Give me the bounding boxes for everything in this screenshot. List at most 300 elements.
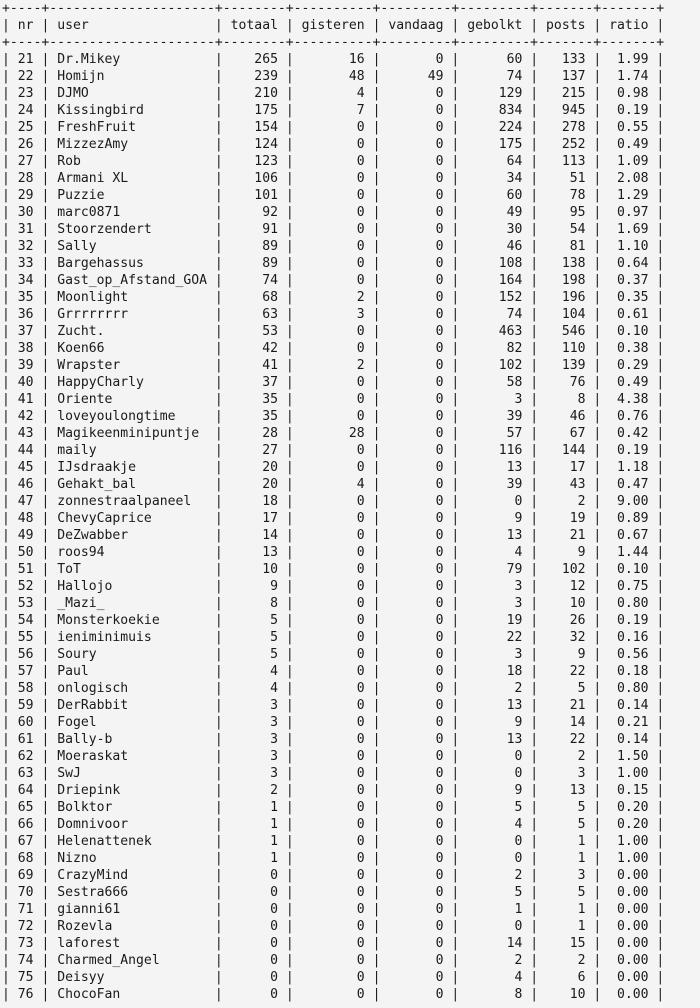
cell-vandaag: 0	[388, 103, 444, 118]
cell-user: Homijn	[57, 69, 207, 84]
cell-vandaag: 0	[388, 715, 444, 730]
cell-ratio: 0.00	[609, 868, 649, 883]
cell-user: marc0871	[57, 205, 207, 220]
cell-gisteren: 0	[301, 137, 365, 152]
cell-user: ChocoFan	[57, 987, 207, 1002]
cell-posts: 1	[546, 834, 586, 849]
cell-gisteren: 0	[301, 885, 365, 900]
cell-ratio: 0.16	[609, 630, 649, 645]
table-row: | 27 | Rob | 123 | 0 | 0 | 64 | 113 | 1.09 |	[2, 154, 665, 169]
cell-gebolkt: 0	[467, 766, 523, 781]
cell-gebolkt: 834	[467, 103, 523, 118]
table-row: | 47 | zonnestraalpaneel | 18 | 0 | 0 | 0 | 2 | 9.00 |	[2, 494, 665, 509]
cell-user: DeZwabber	[57, 528, 207, 543]
cell-gebolkt: 3	[467, 579, 523, 594]
cell-ratio: 0.20	[609, 800, 649, 815]
cell-totaal: 17	[230, 511, 278, 526]
table-row: | 55 | ieniminimuis | 5 | 0 | 0 | 22 | 32 | 0.16 |	[2, 630, 665, 645]
cell-vandaag: 0	[388, 460, 444, 475]
cell-gebolkt: 463	[467, 324, 523, 339]
cell-ratio: 0.10	[609, 562, 649, 577]
cell-gisteren: 0	[301, 698, 365, 713]
cell-gisteren: 0	[301, 868, 365, 883]
cell-gisteren: 0	[301, 341, 365, 356]
cell-posts: 137	[546, 69, 586, 84]
cell-nr: 67	[17, 834, 34, 849]
cell-gisteren: 4	[301, 86, 365, 101]
table-row: | 66 | Domnivoor | 1 | 0 | 0 | 4 | 5 | 0.20 |	[2, 817, 665, 832]
cell-gisteren: 0	[301, 375, 365, 390]
cell-vandaag: 0	[388, 562, 444, 577]
table-row: | 41 | Oriente | 35 | 0 | 0 | 3 | 8 | 4.38 |	[2, 392, 665, 407]
cell-ratio: 0.19	[609, 443, 649, 458]
cell-nr: 52	[17, 579, 34, 594]
cell-ratio: 0.18	[609, 664, 649, 679]
cell-gebolkt: 9	[467, 783, 523, 798]
cell-posts: 19	[546, 511, 586, 526]
cell-gisteren: 0	[301, 749, 365, 764]
cell-gebolkt: 39	[467, 477, 523, 492]
cell-gebolkt: 79	[467, 562, 523, 577]
column-header-nr: nr	[17, 18, 34, 33]
cell-ratio: 0.00	[609, 987, 649, 1002]
cell-user: Bargehassus	[57, 256, 207, 271]
table-row: | 36 | Grrrrrrrr | 63 | 3 | 0 | 74 | 104 | 0.61 |	[2, 307, 665, 322]
table-row: | 65 | Bolktor | 1 | 0 | 0 | 5 | 5 | 0.20 |	[2, 800, 665, 815]
cell-gebolkt: 0	[467, 834, 523, 849]
cell-gisteren: 0	[301, 188, 365, 203]
cell-ratio: 1.29	[609, 188, 649, 203]
cell-totaal: 9	[230, 579, 278, 594]
cell-user: Rob	[57, 154, 207, 169]
cell-nr: 39	[17, 358, 34, 373]
cell-totaal: 89	[230, 239, 278, 254]
cell-user: MizzezAmy	[57, 137, 207, 152]
table-row: | 74 | Charmed_Angel | 0 | 0 | 0 | 2 | 2 | 0.00 |	[2, 953, 665, 968]
cell-totaal: 124	[230, 137, 278, 152]
cell-posts: 278	[546, 120, 586, 135]
cell-posts: 5	[546, 681, 586, 696]
cell-posts: 138	[546, 256, 586, 271]
cell-gisteren: 0	[301, 987, 365, 1002]
cell-gebolkt: 13	[467, 460, 523, 475]
cell-user: Paul	[57, 664, 207, 679]
cell-gisteren: 0	[301, 256, 365, 271]
cell-totaal: 10	[230, 562, 278, 577]
cell-gisteren: 2	[301, 358, 365, 373]
cell-user: Monsterkoekie	[57, 613, 207, 628]
cell-posts: 104	[546, 307, 586, 322]
cell-posts: 5	[546, 800, 586, 815]
cell-totaal: 0	[230, 919, 278, 934]
cell-nr: 26	[17, 137, 34, 152]
cell-user: onlogisch	[57, 681, 207, 696]
cell-gisteren: 0	[301, 528, 365, 543]
cell-posts: 17	[546, 460, 586, 475]
cell-vandaag: 0	[388, 86, 444, 101]
cell-nr: 69	[17, 868, 34, 883]
cell-posts: 14	[546, 715, 586, 730]
cell-nr: 38	[17, 341, 34, 356]
cell-nr: 25	[17, 120, 34, 135]
cell-vandaag: 0	[388, 120, 444, 135]
cell-gebolkt: 13	[467, 528, 523, 543]
cell-totaal: 3	[230, 749, 278, 764]
cell-totaal: 0	[230, 953, 278, 968]
cell-ratio: 0.37	[609, 273, 649, 288]
cell-gisteren: 0	[301, 715, 365, 730]
cell-user: CrazyMind	[57, 868, 207, 883]
cell-vandaag: 0	[388, 511, 444, 526]
cell-totaal: 4	[230, 664, 278, 679]
cell-gisteren: 0	[301, 902, 365, 917]
cell-nr: 29	[17, 188, 34, 203]
cell-posts: 26	[546, 613, 586, 628]
cell-posts: 8	[546, 392, 586, 407]
cell-nr: 45	[17, 460, 34, 475]
cell-gisteren: 0	[301, 205, 365, 220]
cell-gebolkt: 175	[467, 137, 523, 152]
cell-nr: 41	[17, 392, 34, 407]
table-row: | 48 | ChevyCaprice | 17 | 0 | 0 | 9 | 19 | 0.89 |	[2, 511, 665, 526]
cell-user: ieniminimuis	[57, 630, 207, 645]
cell-user: Sestra666	[57, 885, 207, 900]
cell-vandaag: 0	[388, 987, 444, 1002]
cell-vandaag: 0	[388, 239, 444, 254]
cell-vandaag: 0	[388, 834, 444, 849]
cell-totaal: 239	[230, 69, 278, 84]
cell-posts: 5	[546, 817, 586, 832]
cell-gebolkt: 13	[467, 698, 523, 713]
cell-user: Soury	[57, 647, 207, 662]
cell-gebolkt: 14	[467, 936, 523, 951]
cell-posts: 81	[546, 239, 586, 254]
cell-gebolkt: 102	[467, 358, 523, 373]
cell-gebolkt: 0	[467, 494, 523, 509]
cell-user: _Mazi_	[57, 596, 207, 611]
cell-vandaag: 0	[388, 154, 444, 169]
cell-nr: 65	[17, 800, 34, 815]
cell-gebolkt: 5	[467, 800, 523, 815]
cell-posts: 2	[546, 749, 586, 764]
cell-nr: 60	[17, 715, 34, 730]
cell-gebolkt: 18	[467, 664, 523, 679]
cell-gebolkt: 34	[467, 171, 523, 186]
cell-nr: 72	[17, 919, 34, 934]
table-top-border: +----+---------------------+--------+----------+---------+---------+-------+-------+	[2, 1, 665, 16]
cell-posts: 3	[546, 766, 586, 781]
cell-vandaag: 0	[388, 936, 444, 951]
cell-vandaag: 0	[388, 630, 444, 645]
cell-vandaag: 0	[388, 477, 444, 492]
table-row: | 75 | Deisyy | 0 | 0 | 0 | 4 | 6 | 0.00 |	[2, 970, 665, 985]
cell-nr: 24	[17, 103, 34, 118]
cell-user: zonnestraalpaneel	[57, 494, 207, 509]
table-row: | 70 | Sestra666 | 0 | 0 | 0 | 5 | 5 | 0.00 |	[2, 885, 665, 900]
cell-posts: 10	[546, 596, 586, 611]
table-row: | 54 | Monsterkoekie | 5 | 0 | 0 | 19 | 26 | 0.19 |	[2, 613, 665, 628]
cell-gisteren: 0	[301, 562, 365, 577]
cell-gisteren: 0	[301, 613, 365, 628]
cell-gebolkt: 152	[467, 290, 523, 305]
cell-totaal: 0	[230, 868, 278, 883]
cell-vandaag: 0	[388, 52, 444, 67]
cell-nr: 70	[17, 885, 34, 900]
cell-ratio: 0.97	[609, 205, 649, 220]
cell-user: Koen66	[57, 341, 207, 356]
cell-totaal: 0	[230, 902, 278, 917]
cell-totaal: 20	[230, 460, 278, 475]
cell-gisteren: 0	[301, 222, 365, 237]
cell-posts: 78	[546, 188, 586, 203]
table-row: | 67 | Helenattenek | 1 | 0 | 0 | 0 | 1 | 1.00 |	[2, 834, 665, 849]
table-row: | 52 | Hallojo | 9 | 0 | 0 | 3 | 12 | 0.75 |	[2, 579, 665, 594]
cell-gisteren: 28	[301, 426, 365, 441]
cell-gebolkt: 129	[467, 86, 523, 101]
cell-gisteren: 0	[301, 511, 365, 526]
cell-user: Helenattenek	[57, 834, 207, 849]
cell-totaal: 1	[230, 851, 278, 866]
cell-user: Hallojo	[57, 579, 207, 594]
cell-vandaag: 0	[388, 222, 444, 237]
cell-gebolkt: 2	[467, 868, 523, 883]
cell-user: HappyCharly	[57, 375, 207, 390]
cell-posts: 110	[546, 341, 586, 356]
cell-nr: 66	[17, 817, 34, 832]
cell-gisteren: 0	[301, 970, 365, 985]
cell-nr: 43	[17, 426, 34, 441]
cell-ratio: 0.80	[609, 681, 649, 696]
cell-ratio: 0.49	[609, 137, 649, 152]
table-row: | 37 | Zucht. | 53 | 0 | 0 | 463 | 546 | 0.10 |	[2, 324, 665, 339]
cell-gisteren: 3	[301, 307, 365, 322]
cell-gebolkt: 2	[467, 953, 523, 968]
cell-vandaag: 0	[388, 273, 444, 288]
cell-user: SwJ	[57, 766, 207, 781]
table-row: | 51 | ToT | 10 | 0 | 0 | 79 | 102 | 0.10 |	[2, 562, 665, 577]
table-row: | 72 | Rozevla | 0 | 0 | 0 | 0 | 1 | 0.00 |	[2, 919, 665, 934]
table-row: | 33 | Bargehassus | 89 | 0 | 0 | 108 | 138 | 0.64 |	[2, 256, 665, 271]
cell-ratio: 9.00	[609, 494, 649, 509]
cell-gebolkt: 2	[467, 681, 523, 696]
cell-gebolkt: 9	[467, 715, 523, 730]
cell-nr: 58	[17, 681, 34, 696]
cell-totaal: 13	[230, 545, 278, 560]
cell-totaal: 106	[230, 171, 278, 186]
table-row: | 42 | loveyoulongtime | 35 | 0 | 0 | 39 | 46 | 0.76 |	[2, 409, 665, 424]
cell-ratio: 0.21	[609, 715, 649, 730]
cell-user: Zucht.	[57, 324, 207, 339]
cell-user: Fogel	[57, 715, 207, 730]
cell-user: Moeraskat	[57, 749, 207, 764]
cell-ratio: 1.10	[609, 239, 649, 254]
cell-vandaag: 0	[388, 970, 444, 985]
cell-posts: 13	[546, 783, 586, 798]
cell-posts: 1	[546, 919, 586, 934]
cell-nr: 47	[17, 494, 34, 509]
cell-gisteren: 0	[301, 919, 365, 934]
cell-posts: 5	[546, 885, 586, 900]
cell-totaal: 41	[230, 358, 278, 373]
cell-nr: 57	[17, 664, 34, 679]
cell-ratio: 0.49	[609, 375, 649, 390]
cell-gebolkt: 60	[467, 188, 523, 203]
cell-ratio: 1.09	[609, 154, 649, 169]
cell-user: ChevyCaprice	[57, 511, 207, 526]
cell-gisteren: 4	[301, 477, 365, 492]
column-header-gebolkt: gebolkt	[467, 18, 523, 33]
cell-posts: 15	[546, 936, 586, 951]
cell-gisteren: 0	[301, 460, 365, 475]
cell-gebolkt: 74	[467, 307, 523, 322]
cell-user: FreshFruit	[57, 120, 207, 135]
cell-totaal: 5	[230, 613, 278, 628]
cell-vandaag: 0	[388, 494, 444, 509]
cell-ratio: 0.29	[609, 358, 649, 373]
cell-gisteren: 0	[301, 851, 365, 866]
cell-vandaag: 0	[388, 443, 444, 458]
cell-gebolkt: 164	[467, 273, 523, 288]
cell-ratio: 1.69	[609, 222, 649, 237]
table-header-border: +----+---------------------+--------+----------+---------+---------+-------+-------+	[2, 35, 665, 50]
cell-ratio: 2.08	[609, 171, 649, 186]
cell-user: ToT	[57, 562, 207, 577]
cell-nr: 53	[17, 596, 34, 611]
cell-ratio: 0.00	[609, 953, 649, 968]
cell-user: Bally-b	[57, 732, 207, 747]
cell-gisteren: 0	[301, 664, 365, 679]
cell-nr: 61	[17, 732, 34, 747]
cell-posts: 133	[546, 52, 586, 67]
cell-gisteren: 0	[301, 817, 365, 832]
cell-gebolkt: 4	[467, 970, 523, 985]
table-row: | 64 | Driepink | 2 | 0 | 0 | 9 | 13 | 0.15 |	[2, 783, 665, 798]
cell-totaal: 1	[230, 800, 278, 815]
cell-gisteren: 0	[301, 800, 365, 815]
cell-gebolkt: 60	[467, 52, 523, 67]
cell-ratio: 0.35	[609, 290, 649, 305]
table-row: | 39 | Wrapster | 41 | 2 | 0 | 102 | 139 | 0.29 |	[2, 358, 665, 373]
cell-ratio: 0.00	[609, 885, 649, 900]
cell-gisteren: 0	[301, 392, 365, 407]
cell-gisteren: 0	[301, 732, 365, 747]
cell-totaal: 20	[230, 477, 278, 492]
cell-vandaag: 0	[388, 324, 444, 339]
cell-gisteren: 0	[301, 596, 365, 611]
cell-totaal: 101	[230, 188, 278, 203]
table-row: | 44 | maily | 27 | 0 | 0 | 116 | 144 | 0.19 |	[2, 443, 665, 458]
cell-ratio: 0.14	[609, 698, 649, 713]
cell-vandaag: 0	[388, 409, 444, 424]
cell-nr: 21	[17, 52, 34, 67]
cell-user: Dr.Mikey	[57, 52, 207, 67]
cell-user: DerRabbit	[57, 698, 207, 713]
cell-gebolkt: 5	[467, 885, 523, 900]
table-row: | 21 | Dr.Mikey | 265 | 16 | 0 | 60 | 133 | 1.99 |	[2, 52, 665, 67]
cell-posts: 2	[546, 953, 586, 968]
cell-vandaag: 0	[388, 681, 444, 696]
table-row: | 63 | SwJ | 3 | 0 | 0 | 0 | 3 | 1.00 |	[2, 766, 665, 781]
cell-gebolkt: 58	[467, 375, 523, 390]
cell-ratio: 1.44	[609, 545, 649, 560]
cell-user: maily	[57, 443, 207, 458]
table-row: | 24 | Kissingbird | 175 | 7 | 0 | 834 | 945 | 0.19 |	[2, 103, 665, 118]
cell-posts: 32	[546, 630, 586, 645]
cell-totaal: 35	[230, 392, 278, 407]
cell-nr: 22	[17, 69, 34, 84]
cell-posts: 215	[546, 86, 586, 101]
cell-vandaag: 0	[388, 426, 444, 441]
cell-posts: 144	[546, 443, 586, 458]
cell-vandaag: 0	[388, 171, 444, 186]
table-row: | 45 | IJsdraakje | 20 | 0 | 0 | 13 | 17 | 1.18 |	[2, 460, 665, 475]
cell-totaal: 27	[230, 443, 278, 458]
cell-nr: 44	[17, 443, 34, 458]
ascii-stats-table	[2, 0, 664, 1003]
cell-user: Moonlight	[57, 290, 207, 305]
cell-posts: 10	[546, 987, 586, 1002]
cell-posts: 196	[546, 290, 586, 305]
table-row: | 29 | Puzzie | 101 | 0 | 0 | 60 | 78 | 1.29 |	[2, 188, 665, 203]
cell-nr: 33	[17, 256, 34, 271]
cell-ratio: 0.80	[609, 596, 649, 611]
column-header-gisteren: gisteren	[301, 18, 365, 33]
cell-vandaag: 0	[388, 851, 444, 866]
cell-ratio: 1.00	[609, 834, 649, 849]
cell-gebolkt: 0	[467, 749, 523, 764]
cell-totaal: 2	[230, 783, 278, 798]
table-row: | 25 | FreshFruit | 154 | 0 | 0 | 224 | 278 | 0.55 |	[2, 120, 665, 135]
table-row: | 62 | Moeraskat | 3 | 0 | 0 | 0 | 2 | 1.50 |	[2, 749, 665, 764]
cell-vandaag: 0	[388, 902, 444, 917]
table-row: | 49 | DeZwabber | 14 | 0 | 0 | 13 | 21 | 0.67 |	[2, 528, 665, 543]
cell-user: IJsdraakje	[57, 460, 207, 475]
cell-nr: 64	[17, 783, 34, 798]
table-row: | 59 | DerRabbit | 3 | 0 | 0 | 13 | 21 | 0.14 |	[2, 698, 665, 713]
cell-vandaag: 0	[388, 953, 444, 968]
cell-totaal: 92	[230, 205, 278, 220]
cell-gebolkt: 3	[467, 392, 523, 407]
cell-user: Kissingbird	[57, 103, 207, 118]
cell-ratio: 0.64	[609, 256, 649, 271]
cell-gebolkt: 46	[467, 239, 523, 254]
table-row: | 30 | marc0871 | 92 | 0 | 0 | 49 | 95 | 0.97 |	[2, 205, 665, 220]
cell-vandaag: 0	[388, 137, 444, 152]
cell-user: Stoorzendert	[57, 222, 207, 237]
table-row: | 40 | HappyCharly | 37 | 0 | 0 | 58 | 76 | 0.49 |	[2, 375, 665, 390]
cell-ratio: 0.19	[609, 613, 649, 628]
cell-gisteren: 0	[301, 681, 365, 696]
table-row: | 50 | roos94 | 13 | 0 | 0 | 4 | 9 | 1.44 |	[2, 545, 665, 560]
cell-vandaag: 0	[388, 375, 444, 390]
cell-user: Nizno	[57, 851, 207, 866]
cell-ratio: 0.89	[609, 511, 649, 526]
cell-user: Sally	[57, 239, 207, 254]
cell-nr: 34	[17, 273, 34, 288]
cell-gisteren: 0	[301, 834, 365, 849]
table-row: | 32 | Sally | 89 | 0 | 0 | 46 | 81 | 1.10 |	[2, 239, 665, 254]
cell-user: Deisyy	[57, 970, 207, 985]
cell-nr: 76	[17, 987, 34, 1002]
cell-totaal: 3	[230, 766, 278, 781]
table-row: | 38 | Koen66 | 42 | 0 | 0 | 82 | 110 | 0.38 |	[2, 341, 665, 356]
cell-totaal: 37	[230, 375, 278, 390]
cell-user: Bolktor	[57, 800, 207, 815]
cell-gebolkt: 4	[467, 817, 523, 832]
cell-vandaag: 0	[388, 647, 444, 662]
cell-totaal: 4	[230, 681, 278, 696]
cell-vandaag: 0	[388, 919, 444, 934]
